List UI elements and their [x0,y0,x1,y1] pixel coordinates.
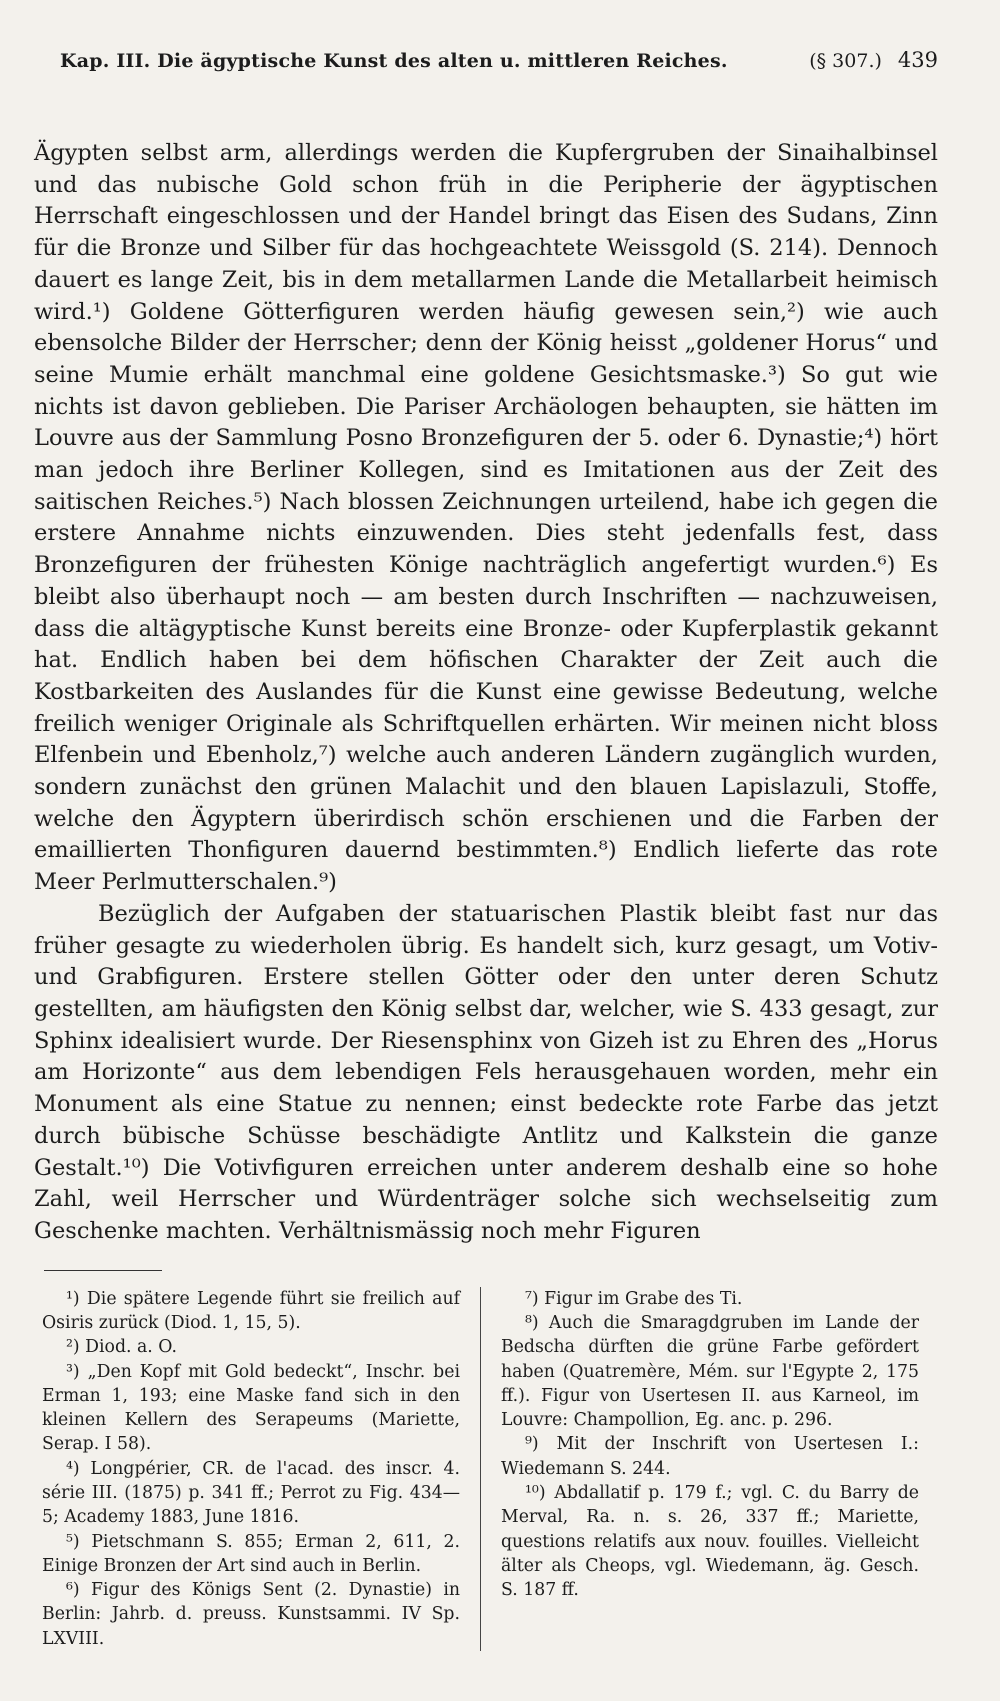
footnote: ¹⁰) Abdallatif p. 179 f.; vgl. C. du Barry de Merval, Ra. n. s. 26, 337 ff.; Mariette, questions relatifs aux nouv. fouilles. Vielleicht älter als Cheops, vgl. Wiedemann, äg. Gesch. S. 187 ff. [501,1482,919,1601]
running-header [34,48,938,88]
footnote: ⁵) Pietschmann S. 855; Erman 2, 611, 2. Einige Bronzen der Art sind auch in Berlin. [42,1531,460,1576]
footnote: ²) Diod. a. O. [66,1337,177,1358]
footnotes-left-column [34,1287,460,1651]
chapter-title: Kap. III. Die ägyptische Kunst des alten u. mittleren Reiches. [60,50,728,72]
column-divider [480,1287,481,1651]
footnote: ³) „Den Kopf mit Gold bedeckt“, Inschr. bei Erman 1, 193; eine Maske fand sich in den kleinen Kellern des Serapeums (Mariette, Serap. I 58). [42,1361,460,1455]
footnote: ⁸) Auch die Smaragdgruben im Lande der Bedscha dürften die grüne Farbe gefördert haben (Quatremère, Mém. sur l'Egypte 2, 175 ff.). Figur von Usertesen II. aus Karneol, im Louvre: Champollion, Eg. anc. p. 296. [501,1312,919,1431]
footnote: ¹) Die spätere Legende führt sie freilich auf Osiris zurück (Diod. 1, 15, 5). [42,1288,460,1333]
footnote: ⁶) Figur des Königs Sent (2. Dynastie) in Berlin: Jahrb. d. preuss. Kunstsammi. IV Sp. LXVIII. [42,1580,460,1649]
page-number: 439 [897,48,938,72]
footnote: ⁹) Mit der Inschrift von Usertesen I.: Wiedemann S. 244. [501,1434,919,1479]
main-text [34,138,938,1248]
footnotes-right-column [501,1287,919,1651]
section-reference: (§ 307.) [809,50,882,72]
paragraph: Bezüglich der Aufgaben der statuarischen Plastik bleibt fast nur das früher gesagte zu wiederholen übrig. Es handelt sich, kurz gesagt, um Votiv- und Grabfiguren. Erstere stellen Götter oder den unter deren Schutz gestellten, am häufigsten den König selbst dar, welcher, wie S. 433 gesagt, zur Sphinx idealisiert wurde. Der Riesensphinx von Gizeh ist zu Ehren des „Horus am Horizonte“ aus dem lebendigen Fels herausgehauen worden, mehr ein Monument als eine Statue zu nennen; einst bedeckte rote Farbe das jetzt durch bübische Schüsse beschädigte Antlitz und Kalkstein die ganze Gestalt.¹⁰) Die Votivfiguren erreichen unter anderem deshalb eine so hohe Zahl, weil Herrscher und Würdenträger solche sich wechselseitig zum Geschenke machten. Verhältnismässig noch mehr Figuren [34,900,938,1244]
footnotes [34,1287,938,1651]
footnote: ⁴) Longpérier, CR. de l'acad. des inscr. 4. série III. (1875) p. 341 ff.; Perrot zu Fig. 434—5; Academy 1883, June 1816. [42,1458,460,1528]
paragraph: Ägypten selbst arm, allerdings werden die Kupfergruben der Sinaihalbinsel und das nubische Gold schon früh in die Peripherie der ägyptischen Herrschaft eingeschlossen und der Handel bringt das Eisen des Sudans, Zinn für die Bronze und Silber für das hochgeachtete Weissgold (S. 214). Dennoch dauert es lange Zeit, bis in dem metallarmen Lande die Metallarbeit heimisch wird.¹) Goldene Götterfiguren werden häufig gewesen sein,²) wie auch ebensolche Bilder der Herrscher; denn der König heisst „goldener Horus“ und seine Mumie erhält manchmal eine goldene Gesichtsmaske.³) So gut wie nichts ist davon geblieben. Die Pariser Archäologen behaupten, sie hätten im Louvre aus der Sammlung Posno Bronzefiguren der 5. oder 6. Dynastie;⁴) hört man jedoch ihre Berliner Kollegen, sind es Imitationen aus der Zeit des saitischen Reiches.⁵) Nach blossen Zeichnungen urteilend, habe ich gegen die erstere Annahme nichts einzuwenden. Dies steht jedenfalls fest, dass Bronzefiguren der frühesten Könige nachträglich angefertigt wurden.⁶) Es bleibt also überhaupt noch — am besten durch Inschriften — nachzuweisen, dass die altägyptische Kunst bereits eine Bronze- oder Kupferplastik gekannt hat. Endlich haben bei dem höfischen Charakter der Zeit auch die Kostbarkeiten des Auslandes für die Kunst eine gewisse Bedeutung, welche freilich weniger Originale als Schriftquellen erhärten. Wir meinen nicht bloss Elfenbein und Ebenholz,⁷) welche auch anderen Ländern zugänglich wurden, sondern zunächst den grünen Malachit und den blauen Lapislazuli, Stoffe, welche den Ägyptern überirdisch schön erschienen und die Farben der emaillierten Thonfiguren dauernd bestimmten.⁸) Endlich lieferte das rote Meer Perlmutterschalen.⁹) [34,140,938,896]
footnote-rule [44,1270,162,1271]
footnote: ⁷) Figur im Grabe des Ti. [525,1288,743,1309]
